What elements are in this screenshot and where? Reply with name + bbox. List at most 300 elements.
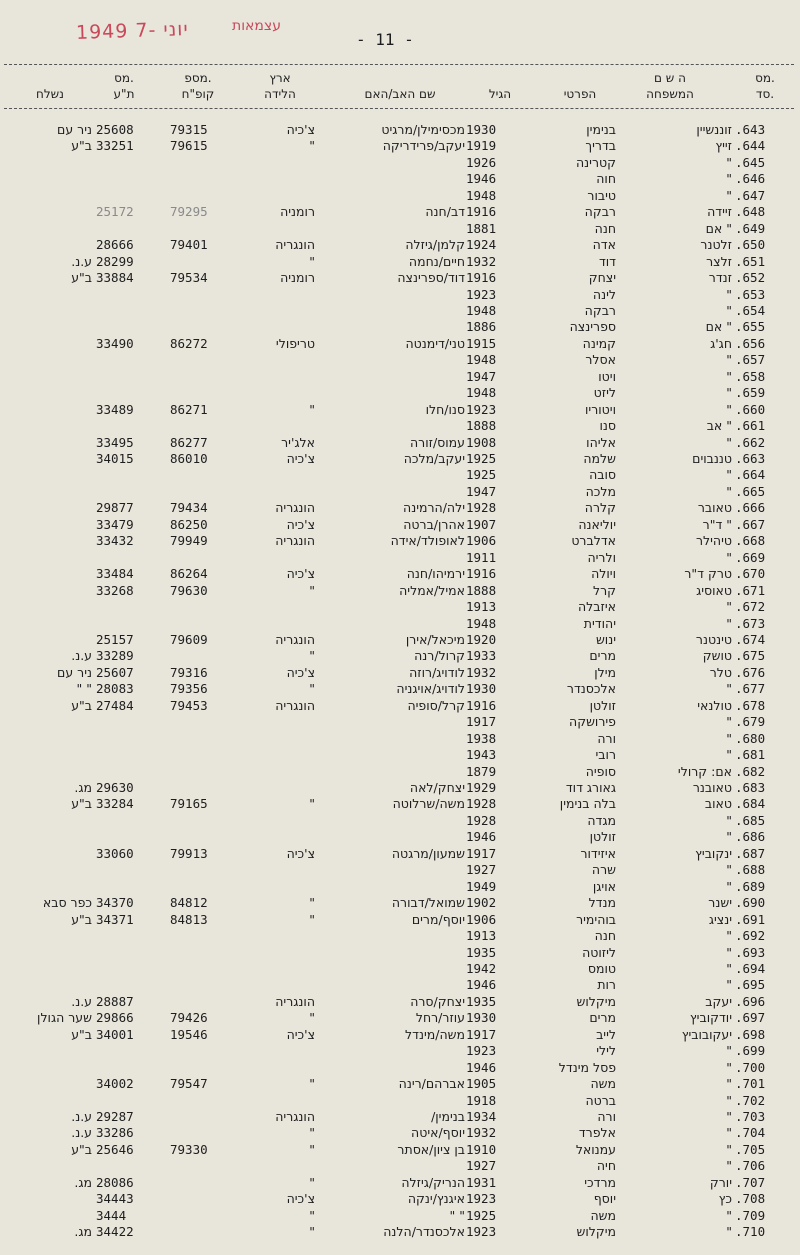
first-name: חיה [596,1158,616,1174]
first-name: אסלר [585,352,616,368]
birth-country: " [309,138,315,154]
first-name: ויטו [598,368,616,384]
family-name: יעקב [705,993,732,1009]
family-name: " [726,747,732,763]
first-name: חנה [594,928,616,944]
first-name: רובי [595,747,616,763]
parents-names: מכסימילן/מרגיט [381,122,465,137]
birth-year: 1915 [466,335,497,351]
kupa-number: 79315 [170,122,208,137]
first-name: מיקלוש [576,993,616,1009]
table-row [0,451,800,467]
first-name: איזבלה [578,599,616,615]
table-row [0,1093,800,1109]
table-row [0,780,800,796]
birth-year: 1946 [466,829,497,845]
taz-number: 28666 [96,237,134,253]
family-name: " [726,467,732,483]
sent-to: מג. [74,1224,92,1240]
serial-number: .691 [735,911,766,927]
parents-names: קלמן/גיזלה [405,237,465,253]
header-taz: מס. ת"ע [113,71,135,101]
birth-country: " [309,895,315,911]
birth-year: 1926 [466,154,497,170]
first-name: ברטה [585,1092,616,1108]
family-name: זנדר [708,270,732,286]
table-row [0,879,800,895]
family-name: " אב [706,418,732,434]
kupa-number: 79434 [170,500,208,516]
serial-number: .682 [735,763,766,779]
kupa-number: 79609 [170,631,208,647]
serial-number: .689 [735,878,766,894]
serial-number: .658 [735,368,766,384]
header-rule-top [4,64,794,65]
serial-number: .667 [735,516,766,532]
birth-year: 1928 [466,500,497,516]
first-name: ליזוטה [582,944,616,960]
parents-names: קרל/סופיה [407,697,465,713]
serial-number: .663 [735,451,766,466]
family-name: " [726,1141,732,1157]
birth-country: " [309,1207,315,1223]
birth-year: 1906 [466,533,497,549]
first-name: יצחק [588,270,616,286]
birth-country: " [309,1076,315,1092]
birth-country: צ'כיה [286,1026,315,1042]
kupa-number: 86277 [170,434,208,450]
birth-country: " [309,796,315,812]
kupa-number: 79316 [170,664,208,680]
serial-number: .675 [735,648,766,664]
first-name: זולטן [589,829,616,845]
family-name: " [726,681,732,697]
first-name: קמינה [582,335,616,351]
first-name: אדלברט [571,533,616,549]
taz-number: 27484 [96,697,134,713]
taz-number: 29866 [96,1010,134,1026]
parents-names: אברהם/רינה [398,1076,465,1092]
birth-year: 1930 [466,681,497,697]
parents-names: לודויג/אויגניה [396,681,465,697]
serial-number: .695 [735,977,766,993]
parents-names: יוסף/איטה [411,1125,465,1141]
family-name: " [726,286,732,302]
family-name: " [726,862,732,878]
birth-year: 1932 [466,1125,497,1141]
header-age: הגיל [488,87,512,101]
first-name: טומס [587,960,616,976]
first-name: בנימין [586,122,616,137]
header-first: הפרטי [563,87,597,101]
serial-number: .705 [735,1141,766,1157]
family-name: טננבוים [692,451,732,466]
kupa-number: 79913 [170,845,208,861]
serial-number: .657 [735,352,766,368]
table-row [0,533,800,549]
kupa-number: 79356 [170,681,208,697]
taz-number: 28083 [96,681,134,697]
birth-year: 1931 [466,1174,497,1190]
page-number: - 11 - [356,30,414,49]
serial-number: .672 [735,599,766,615]
handwritten-date: 1949 יוני -7 [75,18,190,44]
serial-number: .670 [735,566,766,582]
first-name: קלרה [584,500,616,516]
first-name: בלה בנימין [559,796,616,812]
kupa-number: 86271 [170,401,208,417]
birth-country: " [309,401,315,417]
family-name: " [726,944,732,960]
serial-number: .650 [735,237,766,253]
birth-country: " [309,253,315,269]
serial-number: .706 [735,1158,766,1174]
parents-names: בן ציון/אסתר [397,1141,465,1157]
table-row [0,599,800,615]
first-name: ספרינצה [569,319,616,335]
first-name: ורה [597,1109,616,1124]
sent-to: " " [76,681,92,697]
taz-number: 33884 [96,270,134,286]
family-name: טאובנר [692,780,732,795]
kupa-number: 84812 [170,895,208,911]
serial-number: .688 [735,862,766,878]
birth-year: 1943 [466,747,497,763]
taz-number: 34370 [96,895,134,911]
family-name: " [726,1125,732,1141]
table-row [0,1125,800,1141]
first-name: עמנואל [575,1141,616,1157]
parents-names: יוסף/מרים [411,911,465,927]
serial-number: .662 [735,434,766,450]
family-name: " [726,928,732,944]
table-row [0,1109,800,1125]
parents-names: הנריק/גיזלה [401,1174,465,1190]
birth-year: 1919 [466,138,497,154]
table-row [0,616,800,632]
family-name: " אם [705,319,732,335]
birth-country: צ'כיה [286,664,315,680]
table-row [0,467,800,483]
first-name: לייב [596,1026,616,1042]
first-name: קרל [592,582,616,598]
birth-country: הונגריה [275,631,315,647]
taz-number: 34371 [96,911,134,927]
table-row [0,1158,800,1174]
first-name: טיבור [587,187,616,203]
family-name: טאוב [704,796,732,812]
serial-number: .649 [735,220,766,236]
birth-country: רומניה [280,204,315,220]
parents-names: שמעון/מרגטה [391,845,465,861]
taz-number: 33490 [96,335,134,351]
table-row [0,336,800,352]
table-row [0,204,800,220]
birth-year: 1948 [466,187,497,203]
birth-country: צ'כיה [286,516,315,532]
table-row [0,171,800,187]
birth-year: 1910 [466,1141,497,1157]
first-name: רות [597,977,616,993]
serial-number: .700 [735,1059,766,1075]
table-row [0,681,800,697]
taz-number: 33489 [96,401,134,417]
birth-country: הונגריה [275,1109,315,1124]
parents-names: בנימין/ [431,1109,465,1124]
birth-year: 1907 [466,516,497,532]
taz-number: 25607 [96,664,134,680]
serial-number: .668 [735,533,766,549]
first-name: מרים [589,1010,616,1026]
family-name: " [726,352,732,368]
taz-number: 33432 [96,533,134,549]
kupa-number: 84813 [170,911,208,927]
serial-number: .704 [735,1125,766,1141]
parents-names: ילה/הרמינה [403,500,465,516]
stamp-label: עצמאות [232,18,281,34]
family-name: יעקובוביץ [681,1026,732,1042]
kupa-number: 79426 [170,1010,208,1026]
birth-year: 1935 [466,944,497,960]
serial-number: .661 [735,418,766,434]
table-row [0,632,800,648]
birth-country: הונגריה [275,237,315,253]
parents-names: משה/שרלוטה [392,796,465,812]
table-row [0,155,800,171]
birth-year: 1928 [466,812,497,828]
family-name: טולנאי [697,697,732,713]
parents-names: טני/דימנטה [405,335,465,351]
first-name: משה [590,1207,616,1223]
birth-year: 1888 [466,418,497,434]
serial-number: .702 [735,1092,766,1108]
serial-number: .674 [735,631,766,647]
family-name: טאובר [697,500,732,516]
birth-year: 1935 [466,993,497,1009]
family-name: " [726,154,732,170]
family-name: " [726,1059,732,1075]
family-name: " [726,730,732,746]
serial-number: .643 [735,122,766,137]
taz-number: 33060 [96,845,134,861]
header-family: ה ש ם המשפחה [646,71,694,101]
table-row [0,714,800,730]
family-name: טרק ד"ר [684,566,732,582]
taz-number: 34422 [96,1224,134,1240]
first-name: ולריה [587,549,616,565]
kupa-number: 79453 [170,697,208,713]
birth-year: 1948 [466,385,497,401]
birth-year: 1934 [466,1109,497,1124]
first-name: משה [590,1076,616,1092]
serial-number: .677 [735,681,766,697]
birth-year: 1879 [466,763,497,779]
table-row [0,237,800,253]
birth-year: 1916 [466,270,497,286]
sent-to: ניר עם [57,122,92,137]
table-row [0,945,800,961]
serial-number: .679 [735,714,766,730]
serial-number: .659 [735,385,766,401]
first-name: ויטוריו [585,401,616,417]
family-name: " [726,434,732,450]
serial-number: .690 [735,895,766,911]
header-country: ארץ הלידה [264,71,296,101]
first-name: איזידור [580,845,616,861]
kupa-number: 79630 [170,582,208,598]
table-row [0,994,800,1010]
parents-names: חיים/נחמה [408,253,465,269]
birth-year: 1881 [466,220,497,236]
birth-year: 1920 [466,631,497,647]
birth-year: 1924 [466,237,497,253]
kupa-number: 79295 [170,204,208,220]
family-name: " [726,385,732,401]
birth-country: " [309,648,315,664]
family-name: " [726,483,732,499]
birth-country: " [309,1224,315,1240]
first-name: אלפרד [578,1125,616,1141]
family-name: זוננשיין [696,122,732,137]
table-row [0,385,800,401]
kupa-number: 79401 [170,237,208,253]
taz-number: 33495 [96,434,134,450]
table-row [0,895,800,911]
family-name: " [726,1109,732,1124]
birth-country: " [309,1174,315,1190]
birth-year: 1902 [466,895,497,911]
kupa-number: 79615 [170,138,208,154]
first-name: ליזט [593,385,616,401]
first-name: זולטן [589,697,616,713]
sent-to: כפר סבא [42,895,92,911]
first-name: חנה [594,220,616,236]
serial-number: .692 [735,928,766,944]
birth-country: " [309,1125,315,1141]
table-row [0,484,800,500]
sent-to: ע.נ. [71,648,92,664]
table-row [0,435,800,451]
family-name: " [726,1207,732,1223]
serial-number: .683 [735,780,766,795]
family-name: " [726,1224,732,1240]
serial-number: .699 [735,1043,766,1059]
serial-number: .652 [735,270,766,286]
first-name: יוסף [593,1191,616,1207]
serial-number: .703 [735,1109,766,1124]
sent-to: ב"ע [71,697,92,713]
parents-names: לודויג/רוזה [409,664,465,680]
birth-year: 1908 [466,434,497,450]
birth-year: 1925 [466,467,497,483]
birth-year: 1938 [466,730,497,746]
parents-names: איגנץ/ינקה [407,1191,465,1207]
parents-names: יצחק/סרה [410,993,465,1009]
parents-names: אמיל/אמליה [399,582,465,598]
family-name: " [726,615,732,631]
family-name: " [726,187,732,203]
table-row [0,583,800,599]
family-name: " [726,599,732,615]
table-row [0,188,800,204]
header-serial: מס. סד. [755,71,775,101]
birth-year: 1916 [466,204,497,220]
serial-number: .646 [735,171,766,187]
serial-number: .685 [735,812,766,828]
kupa-number: 79165 [170,796,208,812]
first-name: סופיה [585,763,616,779]
table-row [0,517,800,533]
birth-year: 1916 [466,566,497,582]
sent-to: ניר עם [57,664,92,680]
header-sent: נשלח [36,87,64,101]
family-name: " [726,1043,732,1059]
family-name: זלטנר [700,237,732,253]
first-name: סובה [589,467,616,483]
family-name: " אם [705,220,732,236]
taz-number: 33268 [96,582,134,598]
birth-year: 1913 [466,928,497,944]
family-name: אם: קרולי [677,763,732,779]
serial-number: .681 [735,747,766,763]
first-name: שרה [591,862,616,878]
table-row [0,912,800,928]
sent-to: מג. [74,780,92,795]
birth-year: 1949 [466,878,497,894]
sent-to: מג. [74,1174,92,1190]
birth-year: 1932 [466,253,497,269]
family-name: " [726,368,732,384]
parents-names: אלכסנדר/הלנה [383,1224,465,1240]
table-row [0,1027,800,1043]
serial-number: .694 [735,960,766,976]
table-row [0,319,800,335]
serial-number: .654 [735,302,766,318]
table-row [0,402,800,418]
parents-names: קרול/רנה [414,648,465,664]
serial-number: .671 [735,582,766,598]
birth-country: " [309,582,315,598]
table-row [0,961,800,977]
parents-names: עמוס/זורה [410,434,465,450]
birth-year: 1905 [466,1076,497,1092]
birth-year: 1946 [466,977,497,993]
birth-year: 1918 [466,1092,497,1108]
taz-number: 34443 [96,1191,134,1207]
kupa-number: 79534 [170,270,208,286]
header-rule-bottom [4,108,794,109]
birth-year: 1906 [466,911,497,927]
kupa-number: 86272 [170,335,208,351]
first-name: ינוש [595,631,616,647]
table-row [0,1208,800,1224]
family-name: " [726,1076,732,1092]
first-name: חוה [596,171,616,187]
sent-to: ע.נ. [71,1125,92,1141]
table-row [0,303,800,319]
table-row [0,122,800,138]
family-name: זייץ [715,138,732,154]
family-name: זלצר [706,253,732,269]
birth-year: 1930 [466,122,497,137]
family-name: יודקוביץ [689,1010,732,1026]
family-name: טינטנר [695,631,732,647]
family-name: ינקוביץ [695,845,732,861]
table-row [0,747,800,763]
serial-number: .669 [735,549,766,565]
parents-names: אהרן/ברטה [403,516,465,532]
birth-year: 1923 [466,286,497,302]
